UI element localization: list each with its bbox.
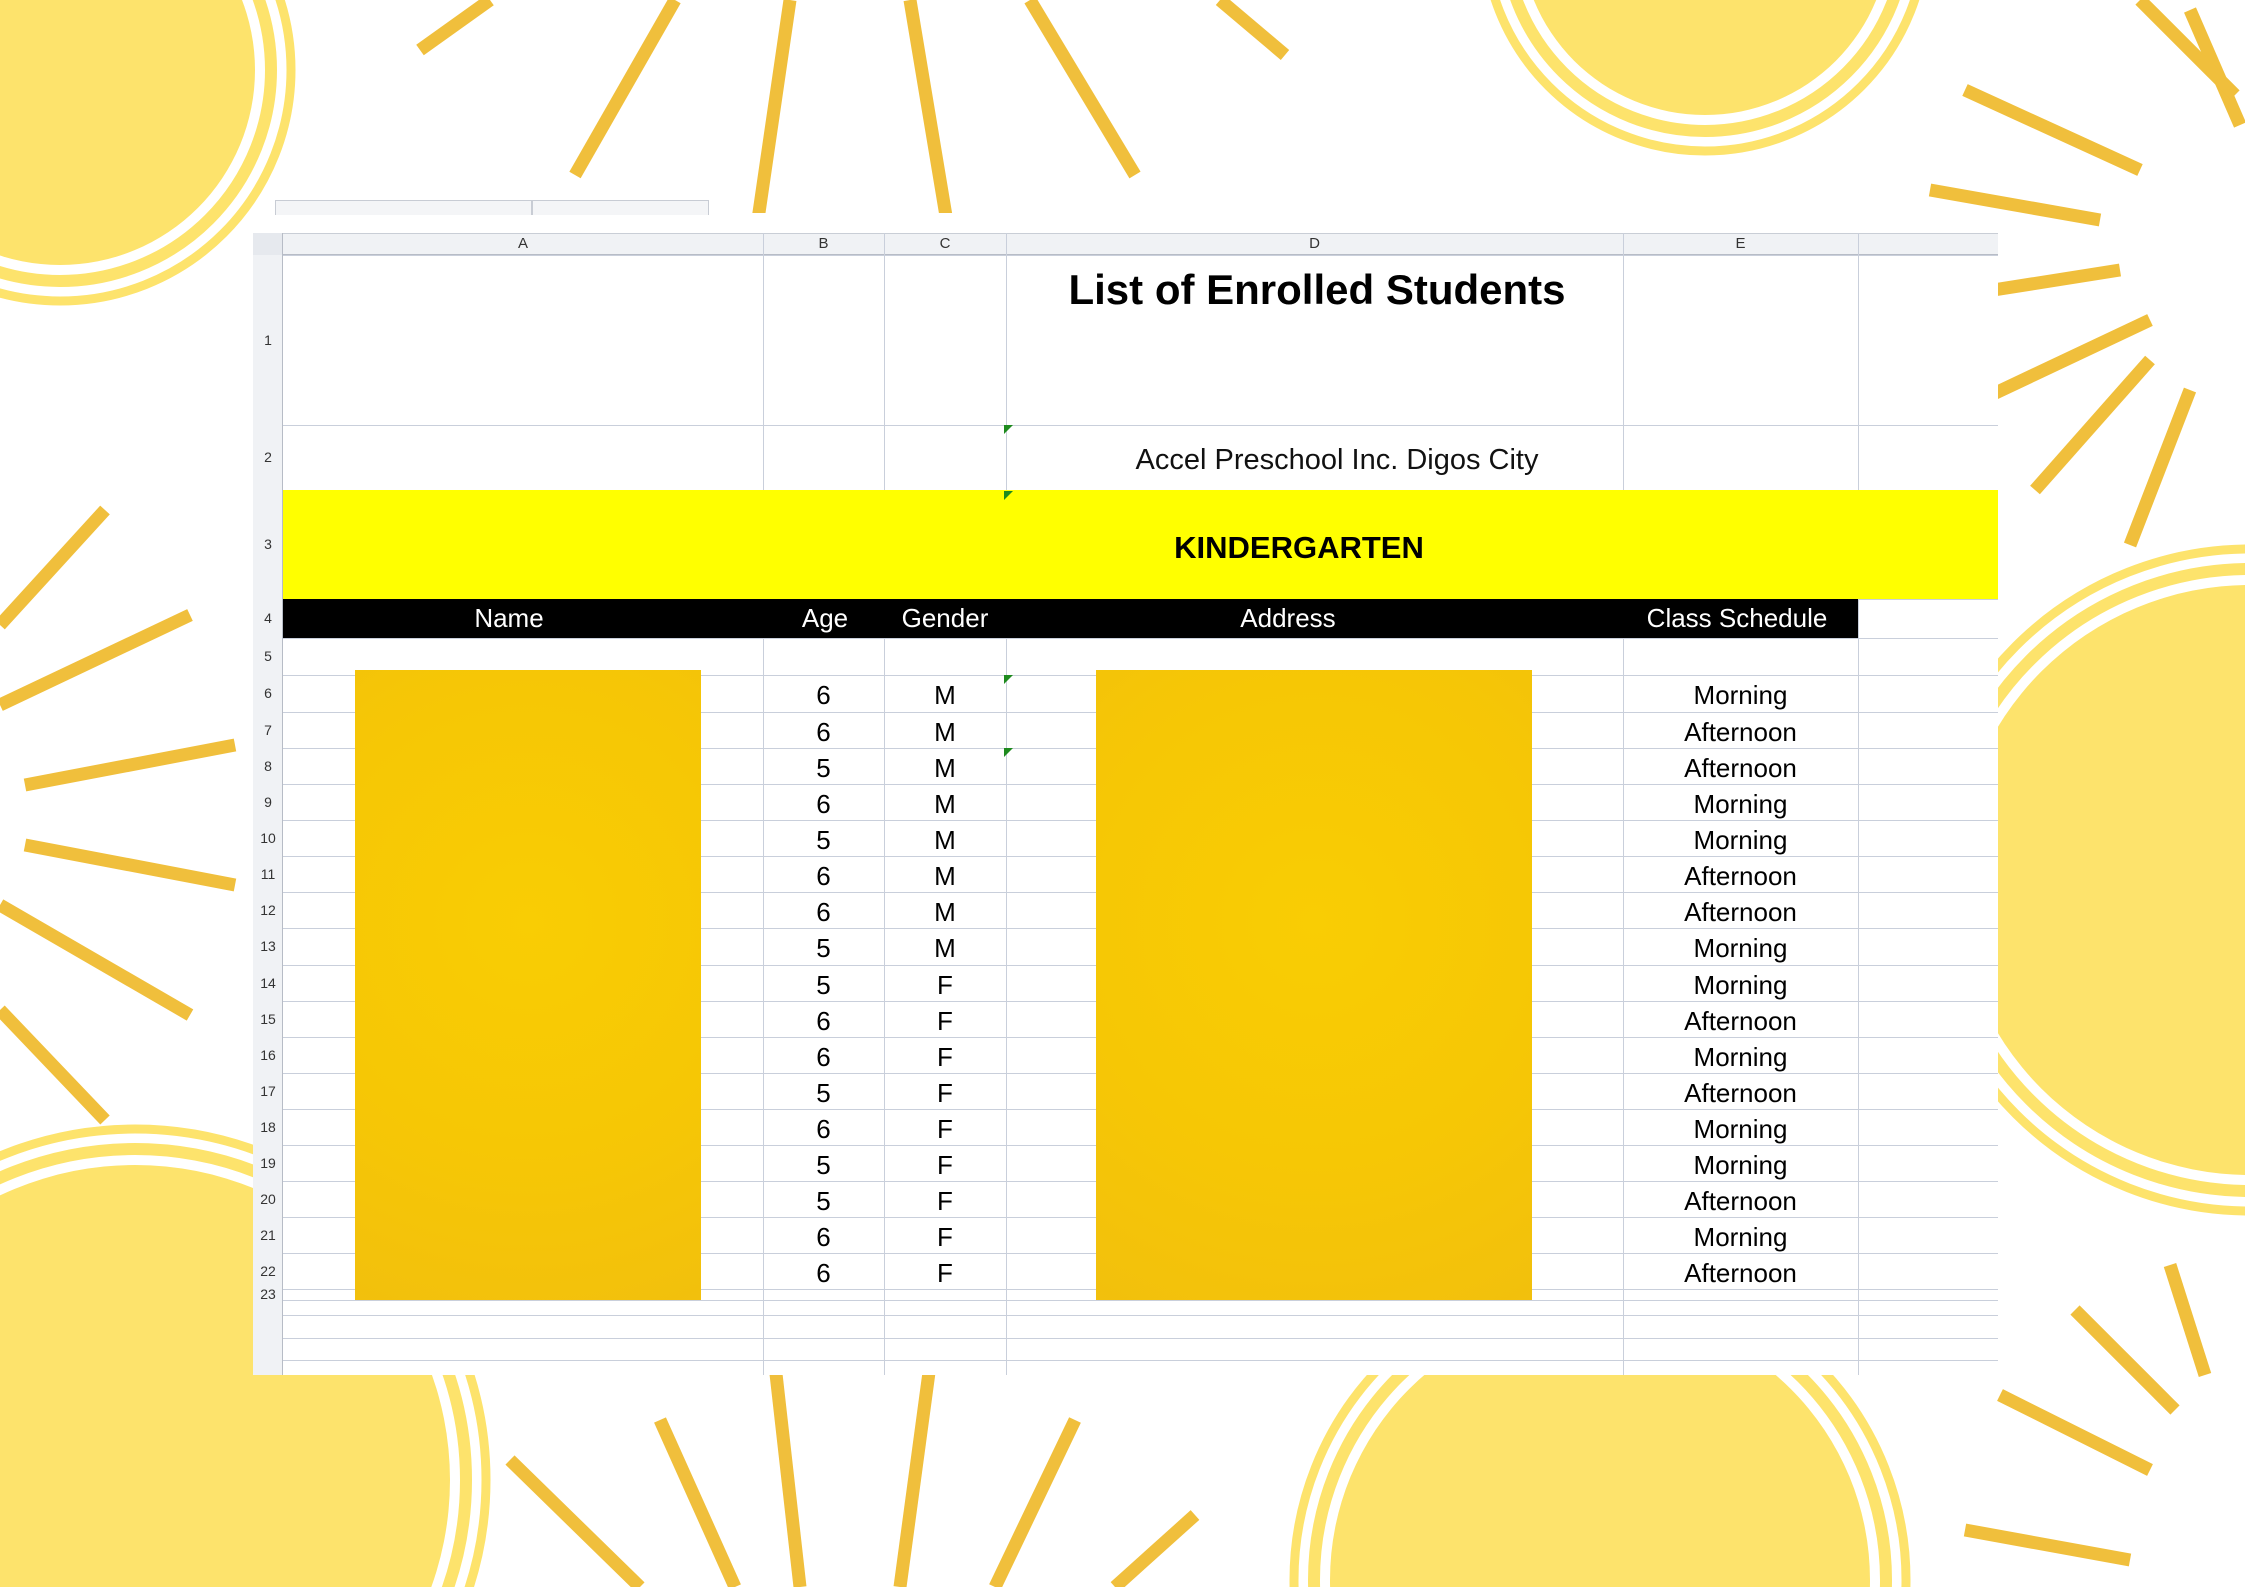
age-cell[interactable]: 5 <box>816 753 831 783</box>
row-header[interactable]: 5 <box>264 648 272 664</box>
name-box[interactable] <box>275 200 532 215</box>
gender-cell[interactable]: F <box>937 1006 953 1036</box>
gender-cell[interactable]: M <box>934 753 956 783</box>
schedule-cell[interactable]: Afternoon <box>1684 1186 1797 1216</box>
row-header[interactable]: 17 <box>260 1083 276 1099</box>
grid-line <box>1858 233 1859 1375</box>
schedule-cell[interactable]: Morning <box>1693 825 1788 855</box>
schedule-cell[interactable]: Morning <box>1693 1222 1788 1252</box>
gender-cell[interactable]: M <box>934 789 956 819</box>
header-class-schedule[interactable]: Class Schedule <box>1646 603 1828 633</box>
age-cell[interactable]: 6 <box>816 1006 831 1036</box>
sheet-title[interactable]: List of Enrolled Students <box>1068 266 1566 313</box>
age-cell[interactable]: 5 <box>816 825 831 855</box>
gender-cell[interactable]: F <box>937 1114 953 1144</box>
age-cell[interactable]: 6 <box>816 789 831 819</box>
age-cell[interactable]: 5 <box>816 1186 831 1216</box>
gender-cell[interactable]: M <box>934 897 956 927</box>
row-header[interactable]: 9 <box>264 794 272 810</box>
gender-cell[interactable]: M <box>934 680 956 710</box>
schedule-cell[interactable]: Afternoon <box>1684 753 1797 783</box>
age-cell[interactable]: 6 <box>816 897 831 927</box>
schedule-cell[interactable]: Afternoon <box>1684 1258 1797 1288</box>
age-cell[interactable]: 6 <box>816 717 831 747</box>
grid-line <box>283 1338 1998 1339</box>
row-header[interactable]: 16 <box>260 1047 276 1063</box>
row-header[interactable]: 4 <box>264 610 272 626</box>
schedule-cell[interactable]: Morning <box>1693 970 1788 1000</box>
schedule-cell[interactable]: Morning <box>1693 1114 1788 1144</box>
grid-line <box>283 1360 1998 1361</box>
grid-line <box>1006 233 1007 1375</box>
row-header[interactable]: 7 <box>264 722 272 738</box>
gender-cell[interactable]: F <box>937 1150 953 1180</box>
age-cell[interactable]: 6 <box>816 1114 831 1144</box>
age-cell[interactable]: 6 <box>816 680 831 710</box>
row-header[interactable]: 10 <box>260 830 276 846</box>
row-header[interactable]: 2 <box>264 449 272 465</box>
gender-cell[interactable]: F <box>937 970 953 1000</box>
comment-marker <box>1004 425 1013 434</box>
formula-bar-button[interactable] <box>532 200 709 215</box>
comment-marker <box>1004 748 1013 757</box>
column-header-b[interactable]: B <box>818 235 829 252</box>
column-header-a[interactable]: A <box>517 235 528 252</box>
gender-cell[interactable]: M <box>934 861 956 891</box>
row-header[interactable]: 6 <box>264 685 272 701</box>
column-header-d[interactable]: D <box>1309 235 1320 252</box>
redacted-addresses <box>1096 670 1532 1300</box>
age-cell[interactable]: 6 <box>816 861 831 891</box>
schedule-cell[interactable]: Afternoon <box>1684 717 1797 747</box>
row-header[interactable]: 21 <box>260 1227 276 1243</box>
school-name[interactable]: Accel Preschool Inc. Digos City <box>1135 444 1539 476</box>
gender-cell[interactable]: F <box>937 1222 953 1252</box>
schedule-cell[interactable]: Morning <box>1693 789 1788 819</box>
header-age[interactable]: Age <box>801 603 849 633</box>
header-gender[interactable]: Gender <box>901 603 989 633</box>
column-header-e[interactable]: E <box>1735 235 1746 252</box>
grid-line <box>283 425 1998 426</box>
gender-cell[interactable]: M <box>934 825 956 855</box>
row-header[interactable]: 18 <box>260 1119 276 1135</box>
row-header[interactable]: 22 <box>260 1263 276 1279</box>
age-cell[interactable]: 5 <box>816 970 831 1000</box>
row-header[interactable]: 19 <box>260 1155 276 1171</box>
column-header-c[interactable]: C <box>939 235 951 252</box>
age-cell[interactable]: 5 <box>816 1078 831 1108</box>
age-cell[interactable]: 6 <box>816 1222 831 1252</box>
schedule-cell[interactable]: Morning <box>1693 680 1788 710</box>
grid-line <box>283 638 1998 639</box>
grid-line <box>283 255 1998 256</box>
header-name[interactable]: Name <box>474 603 544 633</box>
row-header[interactable]: 8 <box>264 758 272 774</box>
grid-line <box>283 1315 1998 1316</box>
age-cell[interactable]: 6 <box>816 1258 831 1288</box>
row-header[interactable]: 3 <box>264 536 272 552</box>
gender-cell[interactable]: F <box>937 1186 953 1216</box>
row-header[interactable]: 20 <box>260 1191 276 1207</box>
age-cell[interactable]: 6 <box>816 1042 831 1072</box>
row-header[interactable]: 11 <box>260 866 276 882</box>
age-cell[interactable]: 5 <box>816 933 831 963</box>
schedule-cell[interactable]: Morning <box>1693 933 1788 963</box>
row-header[interactable]: 12 <box>260 902 276 918</box>
row-header[interactable]: 23 <box>260 1286 276 1302</box>
schedule-cell[interactable]: Afternoon <box>1684 897 1797 927</box>
schedule-cell[interactable]: Morning <box>1693 1042 1788 1072</box>
gender-cell[interactable]: F <box>937 1258 953 1288</box>
schedule-cell[interactable]: Afternoon <box>1684 1006 1797 1036</box>
row-header[interactable]: 15 <box>260 1011 276 1027</box>
level-label[interactable]: KINDERGARTEN <box>1174 530 1424 565</box>
comment-marker <box>1004 675 1013 684</box>
gender-cell[interactable]: M <box>934 933 956 963</box>
gender-cell[interactable]: F <box>937 1042 953 1072</box>
row-header[interactable]: 14 <box>260 975 276 991</box>
schedule-cell[interactable]: Afternoon <box>1684 861 1797 891</box>
schedule-cell[interactable]: Morning <box>1693 1150 1788 1180</box>
row-header[interactable]: 13 <box>260 938 276 954</box>
header-address[interactable]: Address <box>1240 603 1336 633</box>
row-header[interactable]: 1 <box>264 332 272 348</box>
schedule-cell[interactable]: Afternoon <box>1684 1078 1797 1108</box>
comment-marker <box>1004 491 1013 500</box>
select-all-corner[interactable] <box>253 233 283 255</box>
age-cell[interactable]: 5 <box>816 1150 831 1180</box>
redacted-names <box>355 670 701 1300</box>
gender-cell[interactable]: M <box>934 717 956 747</box>
gender-cell[interactable]: F <box>937 1078 953 1108</box>
grid-line <box>283 1300 1998 1301</box>
